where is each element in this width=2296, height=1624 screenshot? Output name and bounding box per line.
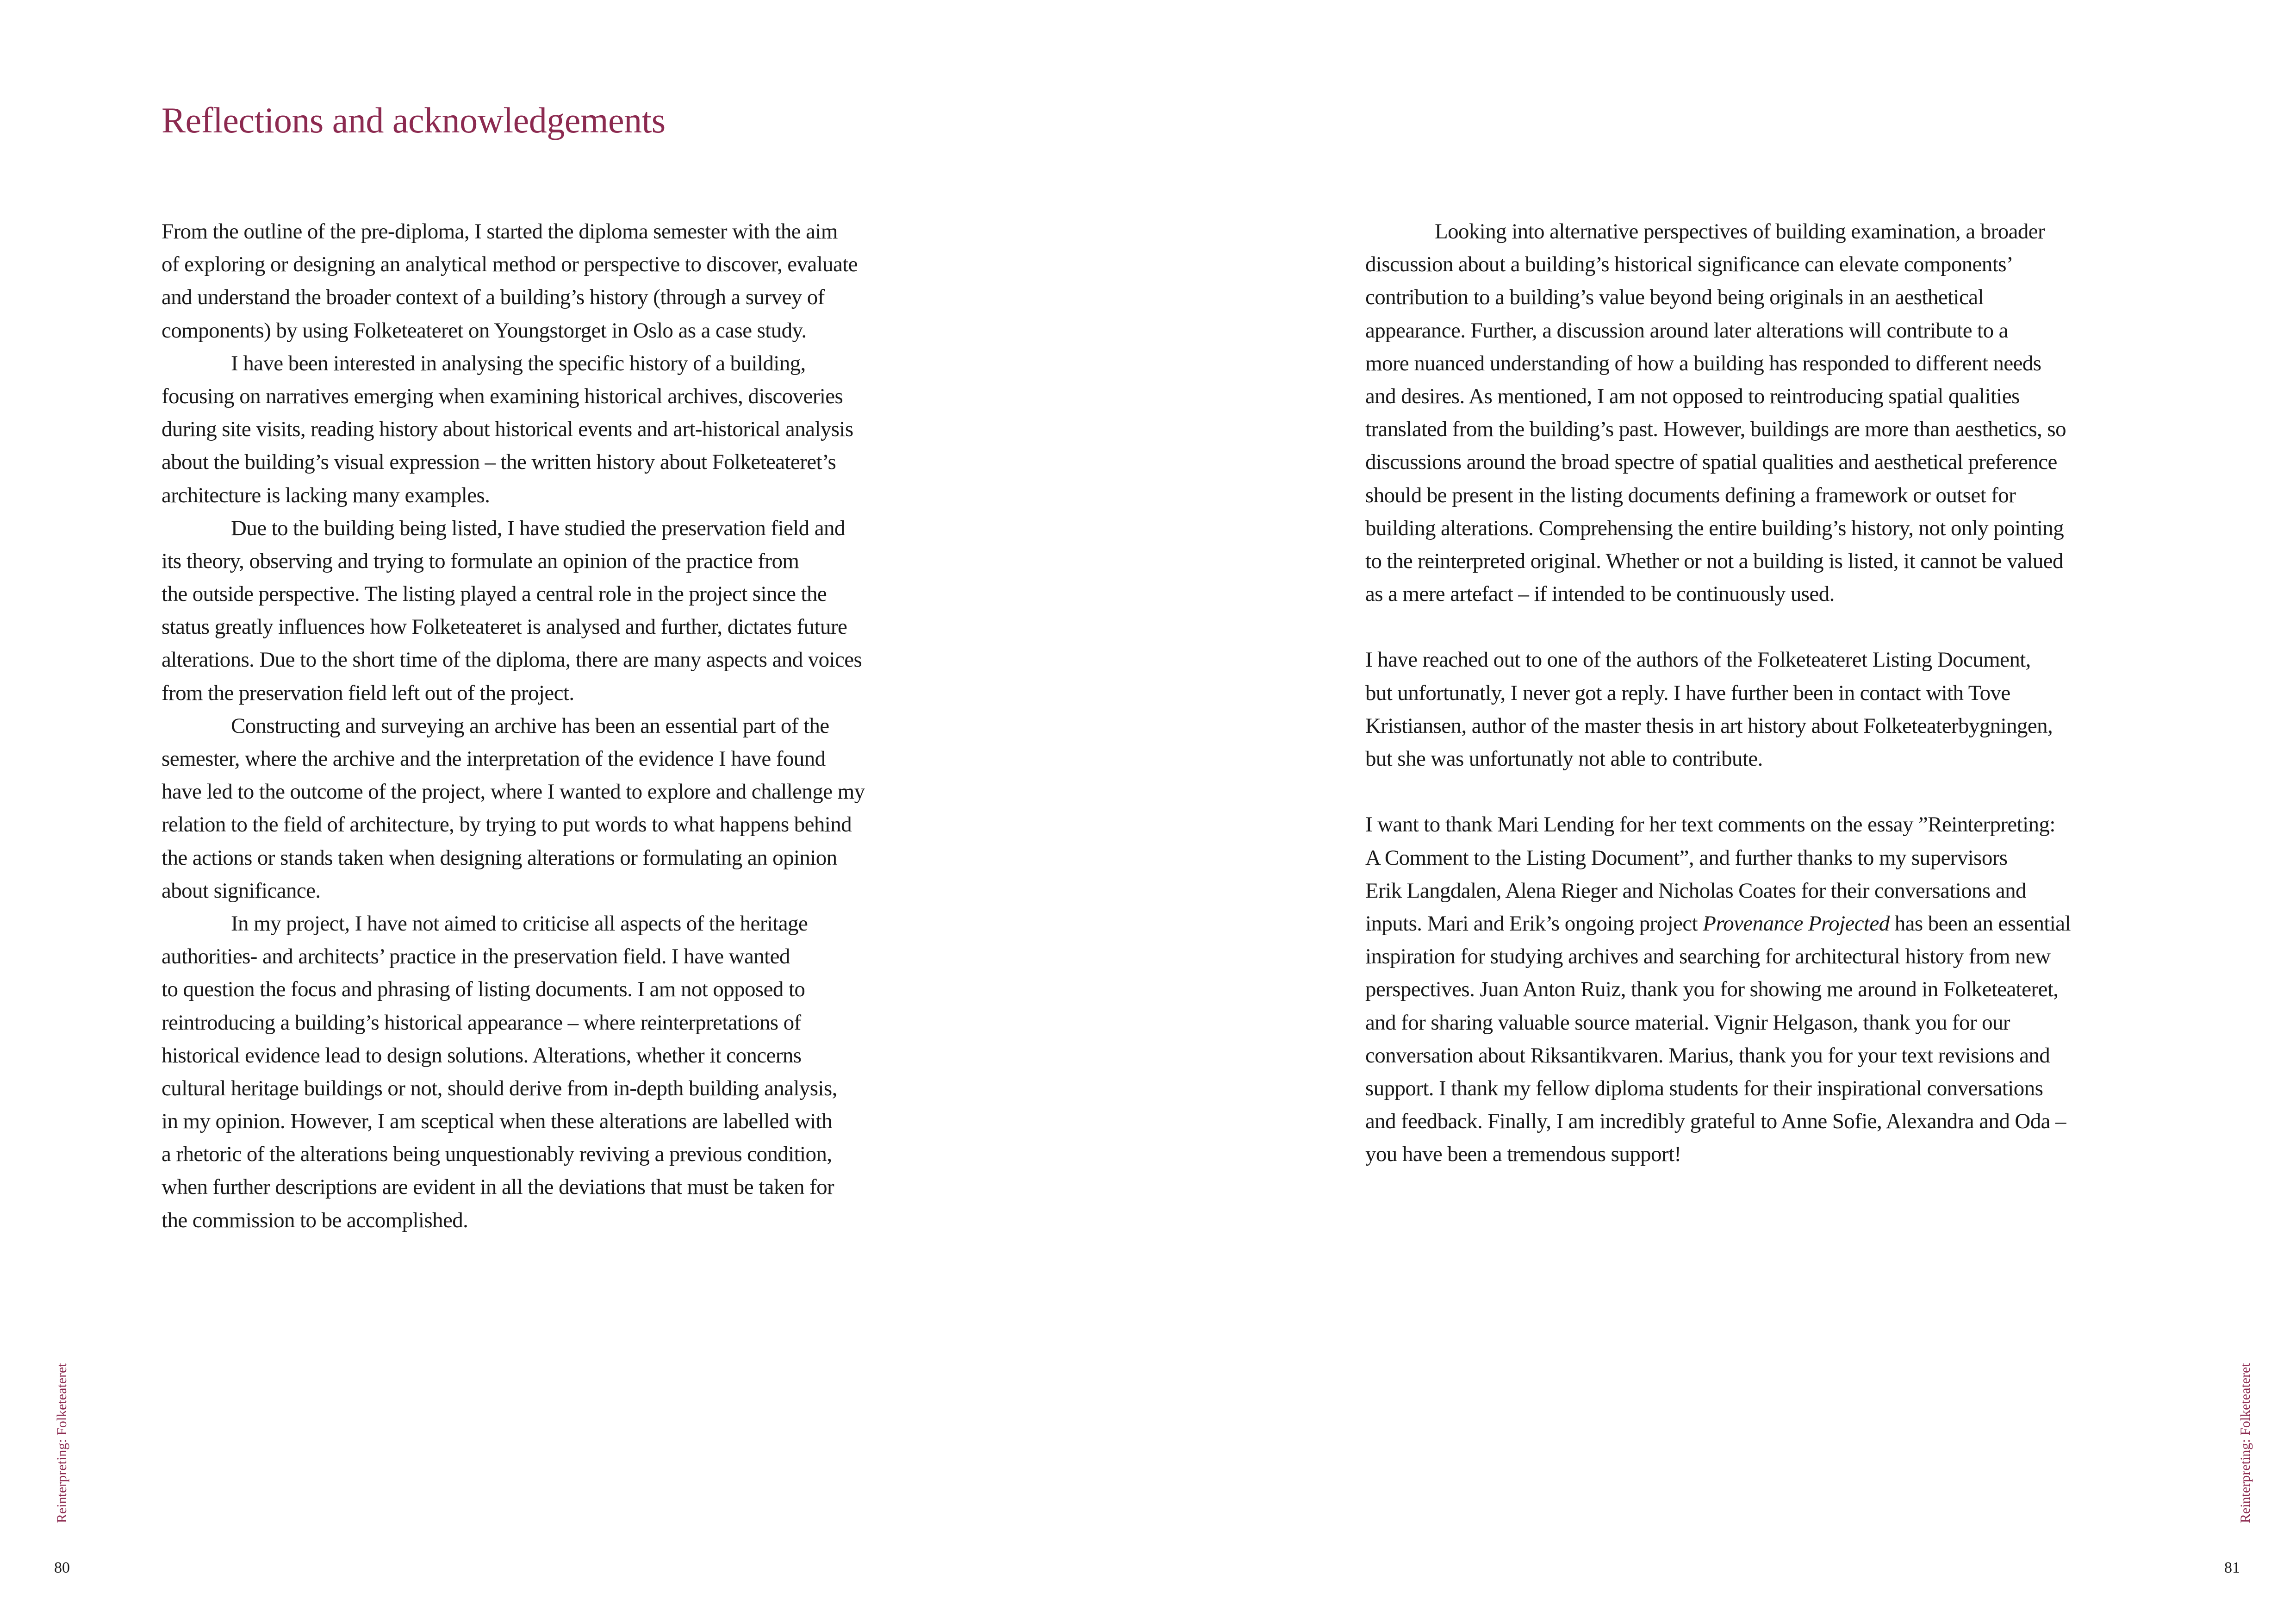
text-line: to question the focus and phrasing of listing documents. I am not opposed to (162, 977, 805, 1002)
text-line: its theory, observing and trying to formulate an opinion of the practice from (162, 549, 799, 573)
text-line: building alterations. Comprehensing the entire building’s history, not only pointing (1365, 516, 2064, 540)
text-line: I have reached out to one of the authors of the Folketeateret Listing Document, (1365, 648, 2031, 672)
text-line: and for sharing valuable source material. Vignir Helgason, thank you for our (1365, 1010, 2010, 1035)
text-line: alterations. Due to the short time of the diploma, there are many aspects and voices (162, 648, 862, 672)
text-line: discussions around the broad spectre of spatial qualities and aesthetical preference (1365, 450, 2057, 475)
running-head-left: Reinterpreting: Folketeateret (54, 1363, 69, 1523)
text-line: a rhetoric of the alterations being unquestionably reviving a previous condition, (162, 1142, 832, 1167)
text-line: In my project, I have not aimed to criticise all aspects of the heritage (231, 911, 808, 936)
text-line: as a mere artefact – if intended to be continuously used. (1365, 582, 1835, 606)
text-line: from the preservation field left out of the project. (162, 681, 574, 705)
text-line: about the building’s visual expression – the written history about Folketeateret’s (162, 450, 836, 475)
text-line: inspiration for studying archives and searching for architectural history from new (1365, 944, 2051, 969)
text-line: the actions or stands taken when designing alterations or formulating an opinion (162, 845, 837, 870)
text-line: the commission to be accomplished. (162, 1208, 468, 1232)
italic-title: Provenance Projected (1703, 911, 1890, 936)
text-line: perspectives. Juan Anton Ruiz, thank you for showing me around in Folketeateret, (1365, 977, 2059, 1002)
text-line: From the outline of the pre-diploma, I started the diploma semester with the aim (162, 219, 838, 244)
text-line: discussion about a building’s historical significance can elevate components’ (1365, 252, 2013, 277)
text-line: you have been a tremendous support! (1365, 1142, 1681, 1167)
text-line: more nuanced understanding of how a building has responded to different needs (1365, 351, 2041, 375)
page-number-left: 80 (54, 1559, 70, 1576)
text-line: in my opinion. However, I am sceptical when these alterations are labelled with (162, 1109, 833, 1134)
text-line: translated from the building’s past. However, buildings are more than aesthetics, so (1365, 417, 2066, 442)
text-line: Looking into alternative perspectives of building examination, a broader (1435, 219, 2045, 244)
text-line: the outside perspective. The listing played a central role in the project since the (162, 582, 827, 606)
text-line: Due to the building being listed, I have studied the preservation field and (231, 516, 845, 540)
text-line: historical evidence lead to design solutions. Alterations, whether it concerns (162, 1043, 802, 1068)
text-line: I have been interested in analysing the specific history of a building, (231, 351, 806, 375)
text-line: conversation about Riksantikvaren. Marius, thank you for your text revisions and (1365, 1043, 2050, 1068)
text-line: and desires. As mentioned, I am not opposed to reintroducing spatial qualities (1365, 384, 2020, 408)
text-line: relation to the field of architecture, by trying to put words to what happens behind (162, 812, 852, 837)
text-line: focusing on narratives emerging when examining historical archives, discoveries (162, 384, 843, 408)
text-line: support. I thank my fellow diploma students for their inspirational conversations (1365, 1076, 2043, 1100)
text-line: contribution to a building’s value beyond being originals in an aesthetical (1365, 285, 1984, 310)
text-line: Kristiansen, author of the master thesis in art history about Folketeaterbygningen, (1365, 713, 2053, 738)
text-line: Constructing and surveying an archive has been an essential part of the (231, 713, 829, 738)
text-line: components) by using Folketeateret on Youngstorget in Oslo as a case study. (162, 318, 807, 343)
text-line: have led to the outcome of the project, where I wanted to explore and challenge my (162, 780, 865, 804)
text-line: during site visits, reading history about historical events and art-historical analysis (162, 417, 853, 442)
text-line: and feedback. Finally, I am incredibly grateful to Anne Sofie, Alexandra and Oda – (1365, 1109, 2066, 1134)
text-line: I want to thank Mari Lending for her text comments on the essay ”Reinterpreting: (1365, 812, 2055, 837)
text-line: when further descriptions are evident in all the deviations that must be taken for (162, 1175, 834, 1199)
page-title: Reflections and acknowledgements (162, 100, 666, 140)
body-text-left (162, 215, 958, 1237)
text-line: should be present in the listing documents defining a framework or outset for (1365, 483, 2016, 507)
text-line: authorities- and architects’ practice in the preservation field. I have wanted (162, 944, 790, 969)
text-line: but she was unfortunatly not able to contribute. (1365, 747, 1763, 771)
text-line: but unfortunatly, I never got a reply. I have further been in contact with Tove (1365, 681, 2010, 705)
text-line: of exploring or designing an analytical method or perspective to discover, evaluate (162, 252, 858, 277)
text-line: appearance. Further, a discussion around later alterations will contribute to a (1365, 318, 2008, 343)
text-line: about significance. (162, 878, 321, 903)
text-line: inputs. Mari and Erik’s ongoing project Provenance Projected has been an essential (1365, 911, 2071, 936)
running-head-right: Reinterpreting: Folketeateret (2238, 1363, 2253, 1523)
text-line: and understand the broader context of a building’s history (through a survey of (162, 285, 825, 310)
text-line: architecture is lacking many examples. (162, 483, 490, 507)
text-line: Erik Langdalen, Alena Rieger and Nicholas Coates for their conversations and (1365, 878, 2026, 903)
text-line: reintroducing a building’s historical appearance – where reinterpretations of (162, 1010, 801, 1035)
text-line: cultural heritage buildings or not, should derive from in-depth building analysis, (162, 1076, 837, 1100)
right-page (1148, 0, 2296, 1624)
text-line (1365, 611, 2161, 643)
body-text-right (1365, 215, 2161, 1171)
text-line: A Comment to the Listing Document”, and further thanks to my supervisors (1365, 845, 2008, 870)
text-line (1365, 775, 2161, 808)
page-number-right: 81 (2224, 1559, 2240, 1576)
text-line: to the reinterpreted original. Whether or not a building is listed, it cannot be valued (1365, 549, 2063, 573)
text-line: status greatly influences how Folketeateret is analysed and further, dictates future (162, 615, 847, 639)
text-line: semester, where the archive and the interpretation of the evidence I have found (162, 747, 826, 771)
